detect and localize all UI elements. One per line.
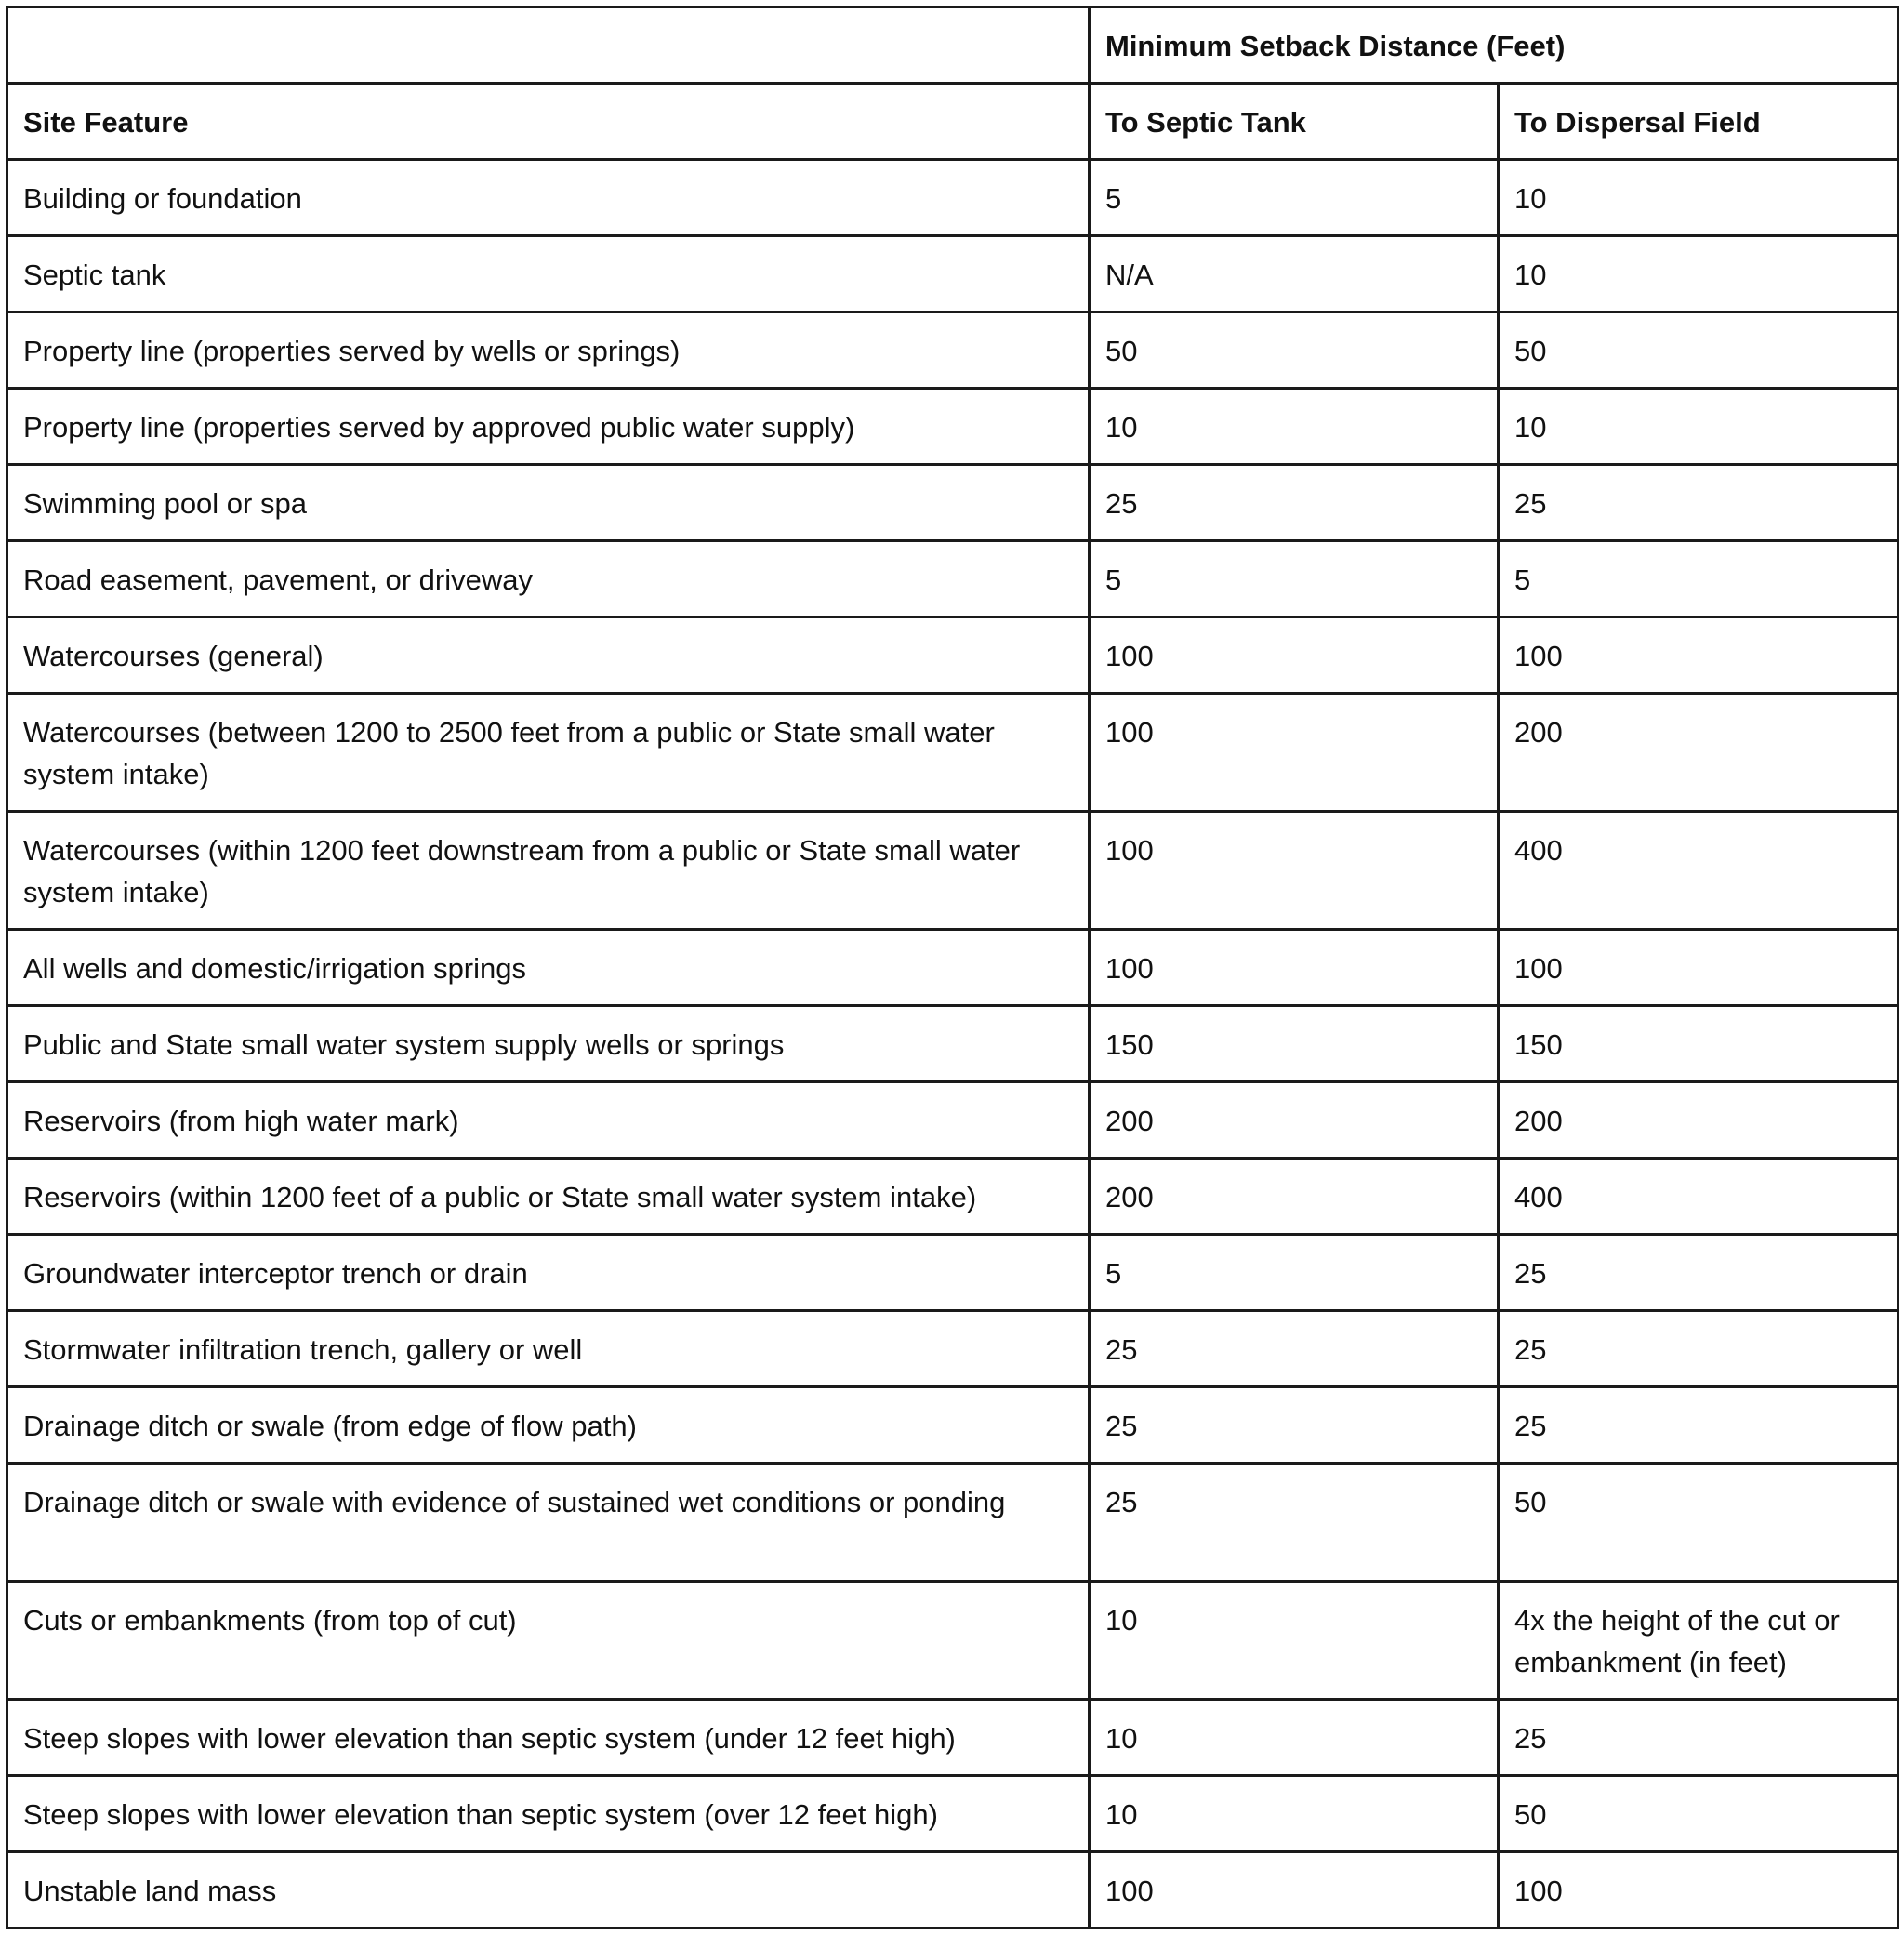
dispersal-field-cell: 4x the height of the cut or embankment (in feet): [1499, 1582, 1898, 1700]
site-feature-cell: Reservoirs (within 1200 feet of a public or State small water system intake): [7, 1159, 1090, 1235]
table-row: [7, 1159, 1898, 1235]
septic-tank-cell: 100: [1090, 617, 1499, 694]
dispersal-field-cell: 50: [1499, 1464, 1898, 1582]
table-row: [7, 1776, 1898, 1852]
site-feature-cell: All wells and domestic/irrigation springs: [7, 930, 1090, 1006]
septic-tank-cell: 50: [1090, 312, 1499, 389]
table-row: [7, 1852, 1898, 1928]
table-row: [7, 1235, 1898, 1311]
dispersal-field-cell: 100: [1499, 930, 1898, 1006]
dispersal-field-cell: 50: [1499, 1776, 1898, 1852]
table-row: [7, 617, 1898, 694]
site-feature-cell: Stormwater infiltration trench, gallery or well: [7, 1311, 1090, 1387]
septic-tank-cell: 150: [1090, 1006, 1499, 1082]
dispersal-field-cell: 150: [1499, 1006, 1898, 1082]
septic-tank-cell: 5: [1090, 541, 1499, 617]
dispersal-field-cell: 25: [1499, 1700, 1898, 1776]
dispersal-field-cell: 100: [1499, 1852, 1898, 1928]
septic-tank-cell: 5: [1090, 1235, 1499, 1311]
table-row: [7, 465, 1898, 541]
site-feature-cell: Public and State small water system supply wells or springs: [7, 1006, 1090, 1082]
setback-table: [6, 6, 1899, 1929]
header-to-septic-tank: To Septic Tank: [1090, 84, 1499, 160]
site-feature-cell: Watercourses (general): [7, 617, 1090, 694]
site-feature-cell: Reservoirs (from high water mark): [7, 1082, 1090, 1159]
septic-tank-cell: 100: [1090, 930, 1499, 1006]
table-row: [7, 541, 1898, 617]
dispersal-field-cell: 10: [1499, 236, 1898, 312]
table-row: [7, 1006, 1898, 1082]
table-row: [7, 1464, 1898, 1582]
site-feature-cell: Drainage ditch or swale (from edge of flow path): [7, 1387, 1090, 1464]
header-empty-cell: [7, 7, 1090, 84]
septic-tank-cell: 10: [1090, 1776, 1499, 1852]
dispersal-field-cell: 400: [1499, 812, 1898, 930]
table-row: [7, 1582, 1898, 1700]
site-feature-cell: Watercourses (between 1200 to 2500 feet from a public or State small water system intake): [7, 694, 1090, 812]
septic-tank-cell: N/A: [1090, 236, 1499, 312]
dispersal-field-cell: 5: [1499, 541, 1898, 617]
dispersal-field-cell: 100: [1499, 617, 1898, 694]
table-row: [7, 160, 1898, 236]
header-column-row: [7, 84, 1898, 160]
table-row: [7, 1387, 1898, 1464]
septic-tank-cell: 200: [1090, 1159, 1499, 1235]
septic-tank-cell: 100: [1090, 694, 1499, 812]
header-site-feature: Site Feature: [7, 84, 1090, 160]
septic-tank-cell: 200: [1090, 1082, 1499, 1159]
header-group-title: Minimum Setback Distance (Feet): [1090, 7, 1898, 84]
septic-tank-cell: 5: [1090, 160, 1499, 236]
site-feature-cell: Groundwater interceptor trench or drain: [7, 1235, 1090, 1311]
site-feature-cell: Swimming pool or spa: [7, 465, 1090, 541]
dispersal-field-cell: 200: [1499, 1082, 1898, 1159]
header-group-row: [7, 7, 1898, 84]
site-feature-cell: Steep slopes with lower elevation than septic system (under 12 feet high): [7, 1700, 1090, 1776]
septic-tank-cell: 10: [1090, 389, 1499, 465]
dispersal-field-cell: 200: [1499, 694, 1898, 812]
dispersal-field-cell: 10: [1499, 389, 1898, 465]
septic-tank-cell: 25: [1090, 1387, 1499, 1464]
dispersal-field-cell: 25: [1499, 1235, 1898, 1311]
dispersal-field-cell: 25: [1499, 465, 1898, 541]
site-feature-cell: Watercourses (within 1200 feet downstream from a public or State small water system intake): [7, 812, 1090, 930]
site-feature-cell: Unstable land mass: [7, 1852, 1090, 1928]
table-row: [7, 694, 1898, 812]
septic-tank-cell: 25: [1090, 465, 1499, 541]
septic-tank-cell: 100: [1090, 812, 1499, 930]
table-row: [7, 236, 1898, 312]
table-row: [7, 1311, 1898, 1387]
table-row: [7, 1700, 1898, 1776]
site-feature-cell: Property line (properties served by wells or springs): [7, 312, 1090, 389]
septic-tank-cell: 25: [1090, 1311, 1499, 1387]
site-feature-cell: Septic tank: [7, 236, 1090, 312]
dispersal-field-cell: 10: [1499, 160, 1898, 236]
site-feature-cell: Building or foundation: [7, 160, 1090, 236]
table-row: [7, 389, 1898, 465]
septic-tank-cell: 25: [1090, 1464, 1499, 1582]
table-row: [7, 312, 1898, 389]
septic-tank-cell: 10: [1090, 1700, 1499, 1776]
site-feature-cell: Cuts or embankments (from top of cut): [7, 1582, 1090, 1700]
table-row: [7, 930, 1898, 1006]
septic-tank-cell: 10: [1090, 1582, 1499, 1700]
header-to-dispersal-field: To Dispersal Field: [1499, 84, 1898, 160]
dispersal-field-cell: 400: [1499, 1159, 1898, 1235]
site-feature-cell: Drainage ditch or swale with evidence of sustained wet conditions or ponding: [7, 1464, 1090, 1582]
dispersal-field-cell: 25: [1499, 1387, 1898, 1464]
site-feature-cell: Road easement, pavement, or driveway: [7, 541, 1090, 617]
septic-tank-cell: 100: [1090, 1852, 1499, 1928]
site-feature-cell: Property line (properties served by approved public water supply): [7, 389, 1090, 465]
table-row: [7, 1082, 1898, 1159]
dispersal-field-cell: 25: [1499, 1311, 1898, 1387]
table-row: [7, 812, 1898, 930]
site-feature-cell: Steep slopes with lower elevation than septic system (over 12 feet high): [7, 1776, 1090, 1852]
dispersal-field-cell: 50: [1499, 312, 1898, 389]
